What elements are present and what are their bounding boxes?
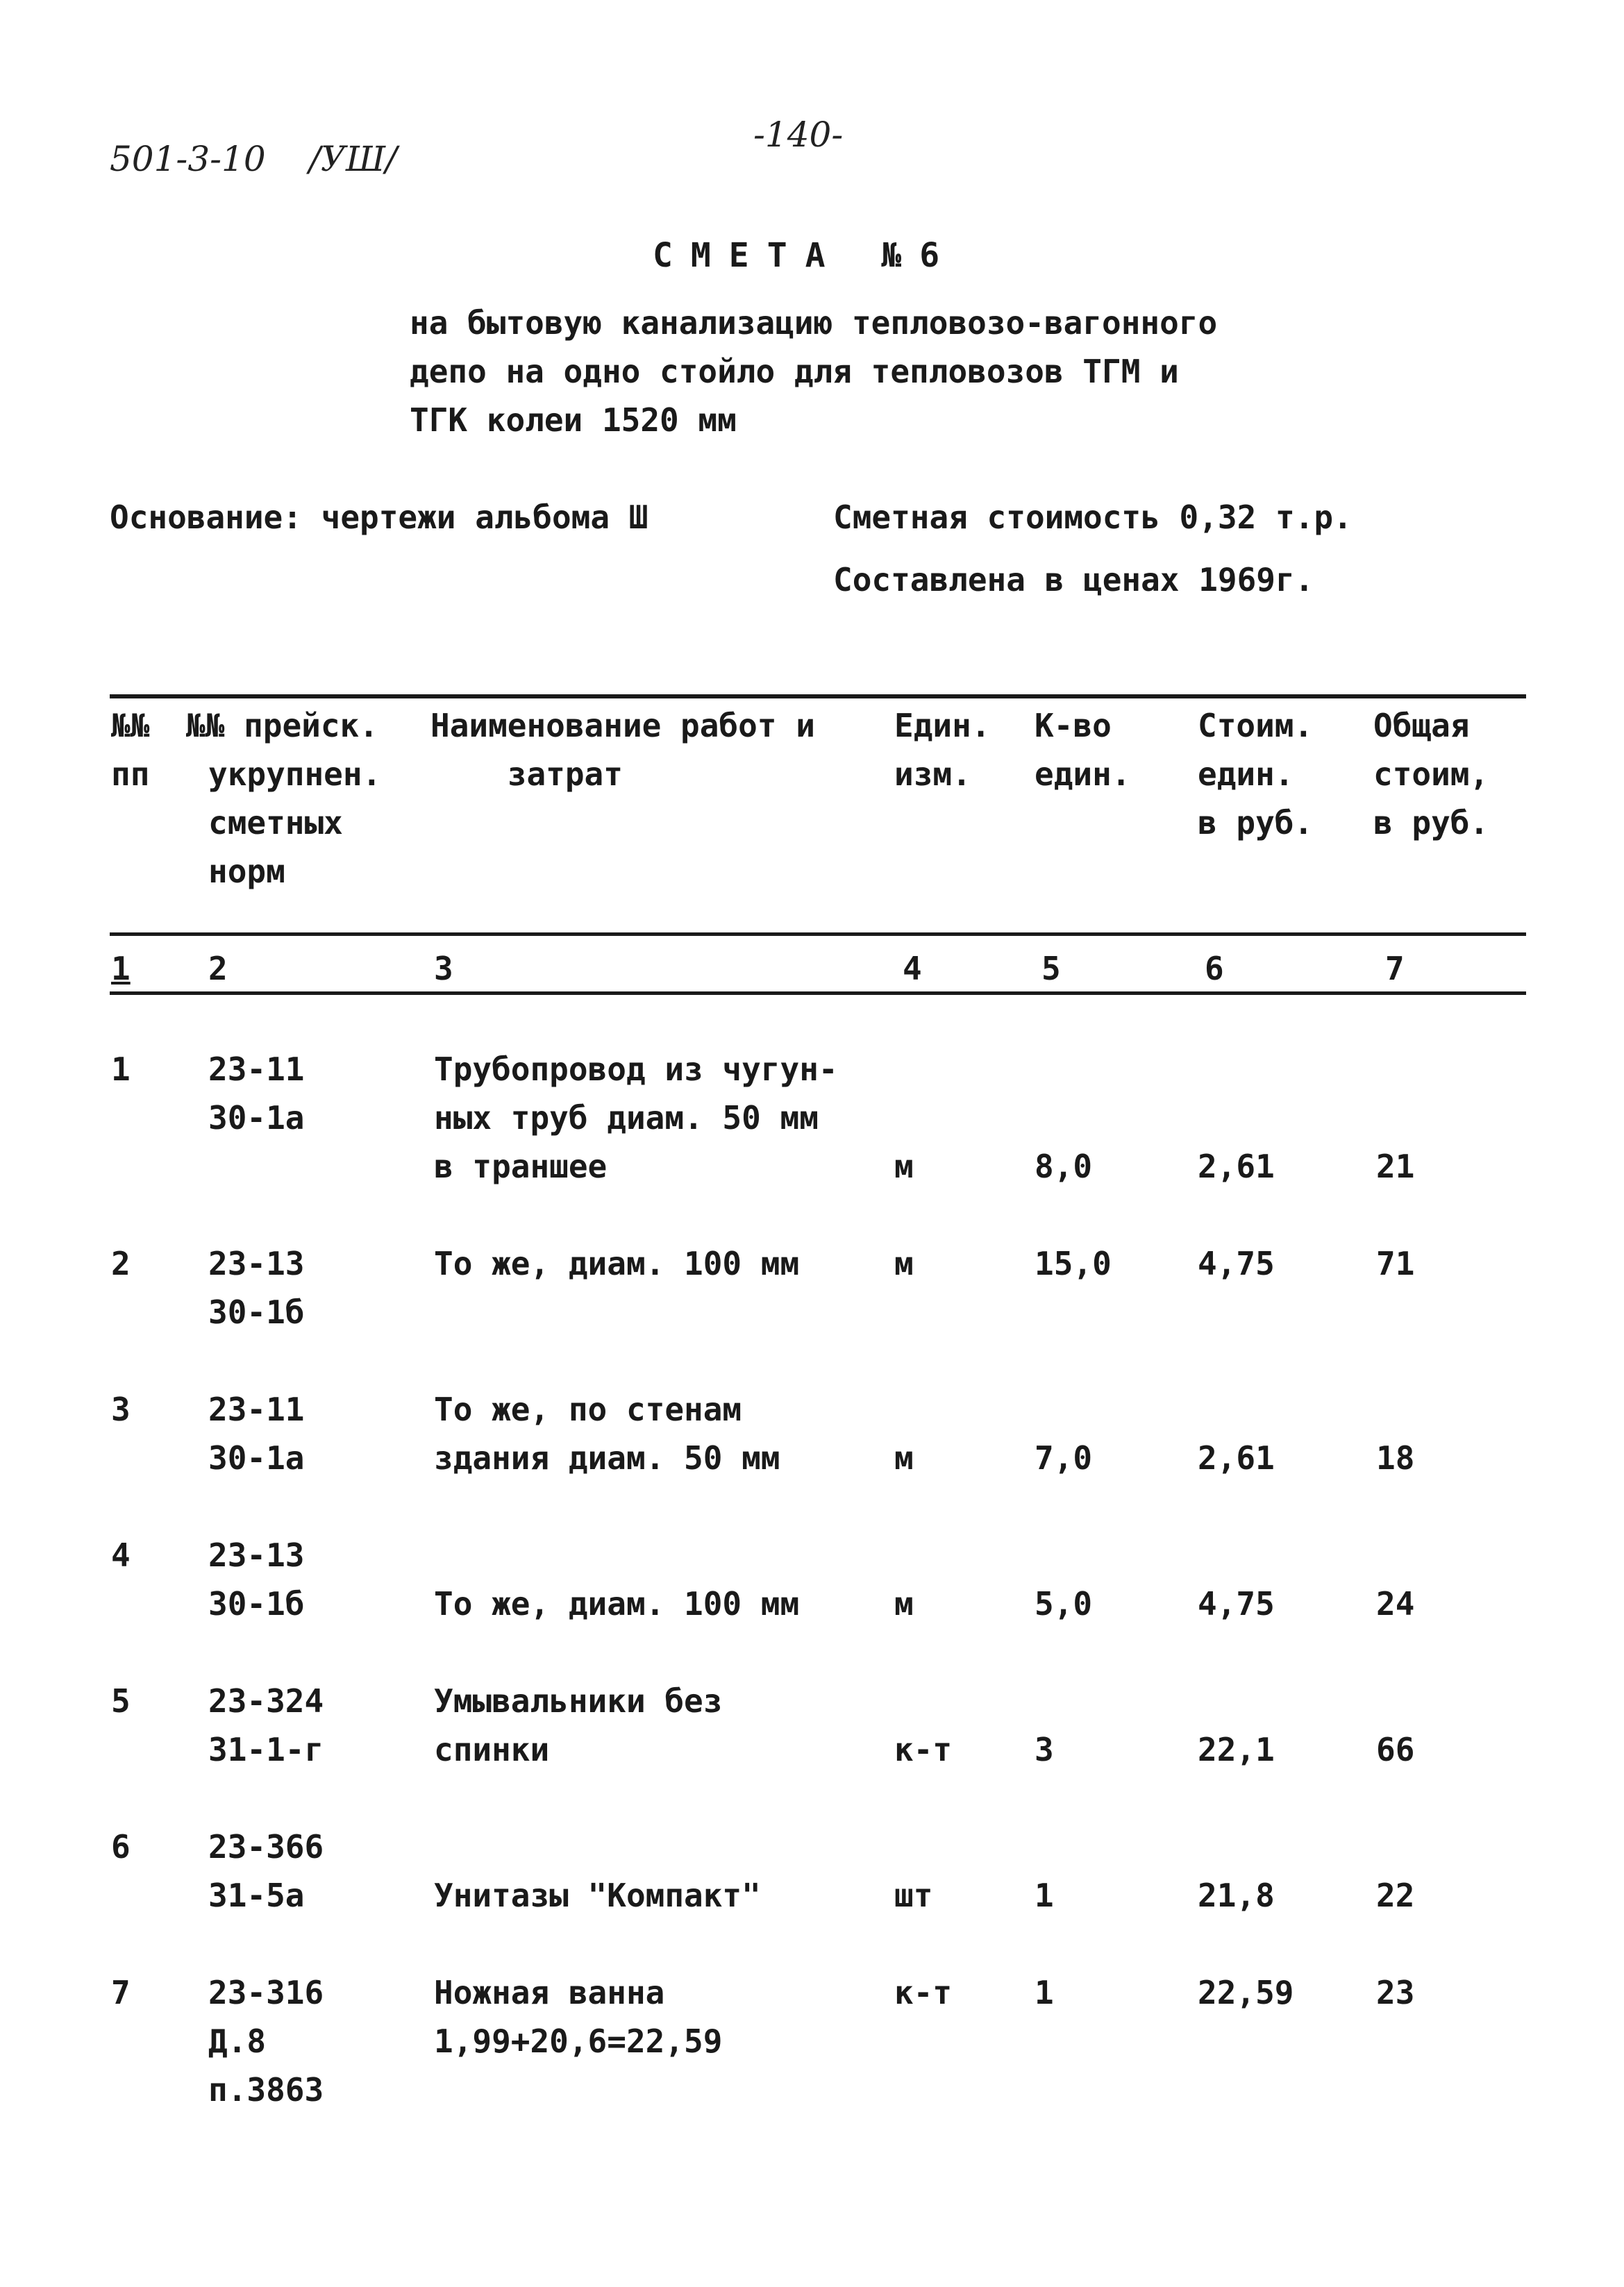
row-5-name: Умывальники без спинки xyxy=(434,1682,723,1768)
row-5-unit: к-т xyxy=(894,1731,953,1768)
col-number-1: 1 xyxy=(111,950,131,987)
row-3-unit: м xyxy=(894,1439,914,1477)
row-1-number: 1 xyxy=(111,1050,131,1088)
doc-code: 501-3-10 xyxy=(110,139,266,179)
header-col-5: К-во един. xyxy=(1035,707,1131,793)
row-2-code: 23-13 30-1б xyxy=(208,1245,305,1331)
col-number-7: 7 xyxy=(1385,950,1405,987)
row-1-price: 2,61 xyxy=(1198,1148,1275,1185)
row-4-number: 4 xyxy=(111,1536,131,1574)
row-2-unit: м xyxy=(894,1245,914,1282)
row-7-unit: к-т xyxy=(894,1974,953,2011)
row-4-code: 23-13 30-1б xyxy=(208,1536,305,1623)
row-2-number: 2 xyxy=(111,1245,131,1282)
row-4-unit: м xyxy=(894,1585,914,1623)
row-1-name: Трубопровод из чугун- ных труб диам. 50 мм в траншее xyxy=(434,1050,838,1185)
row-7-qty: 1 xyxy=(1035,1974,1054,2011)
row-6-price: 21,8 xyxy=(1198,1877,1275,1914)
header-col-3: Наименование работ и затрат xyxy=(430,707,815,793)
estimated-cost: Сметная стоимость 0,32 т.р. xyxy=(833,499,1353,536)
row-6-qty: 1 xyxy=(1035,1877,1054,1914)
col-number-4: 4 xyxy=(903,950,922,987)
row-4-qty: 5,0 xyxy=(1035,1585,1093,1623)
row-6-code: 23-366 31-5а xyxy=(208,1828,324,1914)
row-6-number: 6 xyxy=(111,1828,131,1866)
table-top-rule xyxy=(110,694,1526,698)
row-1-unit: м xyxy=(894,1148,914,1185)
col-number-5: 5 xyxy=(1041,950,1061,987)
row-2-total: 71 xyxy=(1376,1245,1415,1282)
row-6-unit: шт xyxy=(894,1877,933,1914)
row-3-total: 18 xyxy=(1376,1439,1415,1477)
header-col-1: №№ пп xyxy=(111,707,150,793)
album-mark: /УШ/ xyxy=(309,139,397,179)
row-1-total: 21 xyxy=(1376,1148,1415,1185)
row-4-price: 4,75 xyxy=(1198,1585,1275,1623)
row-3-number: 3 xyxy=(111,1391,131,1428)
row-3-name: То же, по стенам здания диам. 50 мм xyxy=(434,1391,780,1477)
row-3-price: 2,61 xyxy=(1198,1439,1275,1477)
row-5-price: 22,1 xyxy=(1198,1731,1275,1768)
row-3-code: 23-11 30-1а xyxy=(208,1391,305,1477)
col-number-6: 6 xyxy=(1205,950,1224,987)
row-7-total: 23 xyxy=(1376,1974,1415,2011)
row-5-number: 5 xyxy=(111,1682,131,1720)
row-2-price: 4,75 xyxy=(1198,1245,1275,1282)
row-5-qty: 3 xyxy=(1035,1731,1054,1768)
subtitle-line-3: ТГК колеи 1520 мм xyxy=(410,401,737,439)
header-col-7: Общая стоим, в руб. xyxy=(1373,707,1489,841)
row-3-qty: 7,0 xyxy=(1035,1439,1093,1477)
page-number: -140- xyxy=(753,115,844,155)
row-5-code: 23-324 31-1-г xyxy=(208,1682,324,1768)
row-1-qty: 8,0 xyxy=(1035,1148,1093,1185)
row-7-code: 23-316 Д.8 п.3863 xyxy=(208,1974,324,2109)
basis-text: Основание: чертежи альбома Ш xyxy=(110,499,648,536)
column-numbers-rule xyxy=(110,991,1526,995)
header-col-2: №№ прейск. укрупнен. сметных норм xyxy=(186,707,382,890)
header-bottom-rule xyxy=(110,932,1526,936)
row-6-name: Унитазы "Компакт" xyxy=(434,1877,761,1914)
col-number-2: 2 xyxy=(208,950,228,987)
header-col-4: Един. изм. xyxy=(894,707,991,793)
col-number-3: 3 xyxy=(434,950,453,987)
header-col-6: Стоим. един. в руб. xyxy=(1198,707,1314,841)
price-level: Составлена в ценах 1969г. xyxy=(833,561,1314,598)
row-4-name: То же, диам. 100 мм xyxy=(434,1585,800,1623)
subtitle-line-2: депо на одно стойло для тепловозов ТГМ и xyxy=(410,353,1179,390)
row-2-qty: 15,0 xyxy=(1035,1245,1112,1282)
row-7-number: 7 xyxy=(111,1974,131,2011)
page-title: СМЕТА №6 xyxy=(653,236,958,275)
row-2-name: То же, диам. 100 мм xyxy=(434,1245,800,1282)
row-7-name: Ножная ванна 1,99+20,6=22,59 xyxy=(434,1974,723,2060)
row-4-total: 24 xyxy=(1376,1585,1415,1623)
row-6-total: 22 xyxy=(1376,1877,1415,1914)
subtitle-line-1: на бытовую канализацию тепловозо-вагонного xyxy=(410,304,1218,342)
row-1-code: 23-11 30-1а xyxy=(208,1050,305,1137)
row-5-total: 66 xyxy=(1376,1731,1415,1768)
row-7-price: 22,59 xyxy=(1198,1974,1294,2011)
